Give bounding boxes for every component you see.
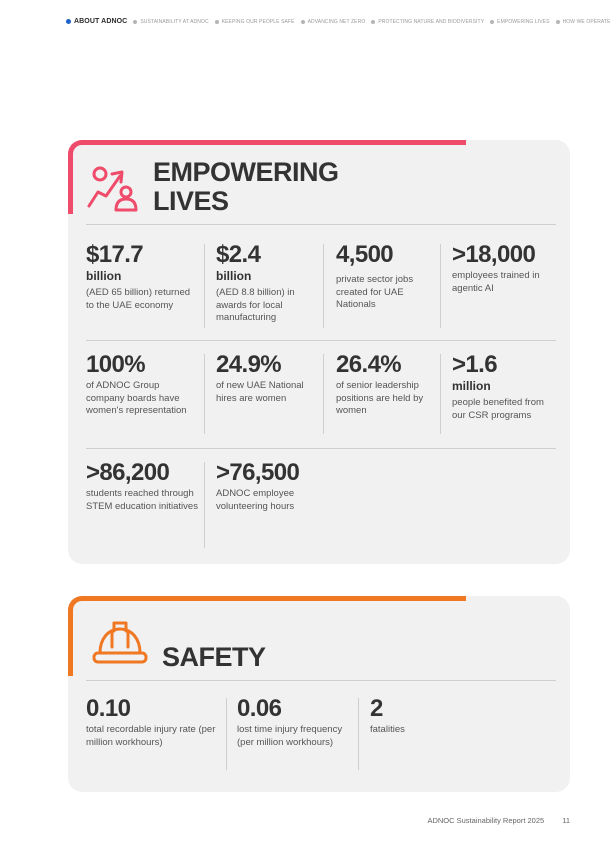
report-title: ADNOC Sustainability Report 2025 xyxy=(427,816,545,825)
stat-economy-returned: $17.7 billion (AED 65 billion) returned to the UAE economy xyxy=(86,241,191,311)
nav-item-net-zero[interactable]: ADVANCING NET ZERO xyxy=(301,19,366,25)
divider xyxy=(86,340,556,341)
column-divider xyxy=(204,244,205,328)
stat-women-boards: 100% of ADNOC Group company boards have women's representation xyxy=(86,351,187,416)
bullet-icon xyxy=(133,20,137,24)
column-divider xyxy=(226,698,227,770)
stat-fatalities: 2 fatalities xyxy=(370,695,405,735)
bullet-icon xyxy=(301,20,305,24)
page-footer xyxy=(427,816,570,825)
stat-ltif: 0.06 lost time injury frequency (per million workhours) xyxy=(237,695,343,748)
divider xyxy=(86,448,556,449)
stat-volunteering-hours: >76,500 ADNOC employee volunteering hours xyxy=(216,459,300,512)
empowering-title: EMPOWERING LIVES xyxy=(153,157,339,216)
nav-item-nature[interactable]: PROTECTING NATURE AND BIODIVERSITY xyxy=(371,19,484,25)
stat-csr-beneficiaries: >1.6 million people benefited from our CSR programs xyxy=(452,351,544,421)
nav-item-how-we-operate[interactable]: HOW WE OPERATE xyxy=(556,19,611,25)
safety-title: SAFETY xyxy=(162,642,266,672)
stat-women-leadership: 26.4% of senior leadership positions are held by women xyxy=(336,351,424,416)
stat-women-hires: 24.9% of new UAE National hires are women xyxy=(216,351,304,404)
nav-item-empowering-lives[interactable]: EMPOWERING LIVES xyxy=(490,19,549,25)
column-divider xyxy=(204,462,205,548)
column-divider xyxy=(358,698,359,770)
hard-hat-icon xyxy=(90,617,150,674)
nav-item-about-adnoc[interactable]: ABOUT ADNOC xyxy=(66,18,127,25)
bullet-icon xyxy=(215,20,219,24)
bullet-icon xyxy=(371,20,375,24)
column-divider xyxy=(323,244,324,328)
bullet-icon xyxy=(490,20,494,24)
nav-item-people-safe[interactable]: KEEPING OUR PEOPLE SAFE xyxy=(215,19,295,25)
page-number: 11 xyxy=(562,816,570,825)
column-divider xyxy=(204,354,205,434)
column-divider xyxy=(440,244,441,328)
stat-private-jobs: 4,500 private sector jobs created for UAE Nationals xyxy=(336,241,414,310)
people-growth-arrow-icon xyxy=(86,162,142,219)
top-navigation xyxy=(66,18,611,25)
divider xyxy=(86,680,556,681)
column-divider xyxy=(323,354,324,434)
stat-local-manufacturing: $2.4 billion (AED 8.8 billion) in awards for local manufacturing xyxy=(216,241,295,323)
column-divider xyxy=(440,354,441,434)
stat-employees-trained: >18,000 employees trained in agentic AI xyxy=(452,241,540,294)
nav-item-sustainability[interactable]: SUSTAINABILITY AT ADNOC xyxy=(133,19,208,25)
stat-stem-students: >86,200 students reached through STEM education initiatives xyxy=(86,459,198,512)
bullet-icon xyxy=(66,19,71,24)
bullet-icon xyxy=(556,20,560,24)
stat-trir: 0.10 total recordable injury rate (per million workhours) xyxy=(86,695,216,748)
divider xyxy=(86,224,556,225)
